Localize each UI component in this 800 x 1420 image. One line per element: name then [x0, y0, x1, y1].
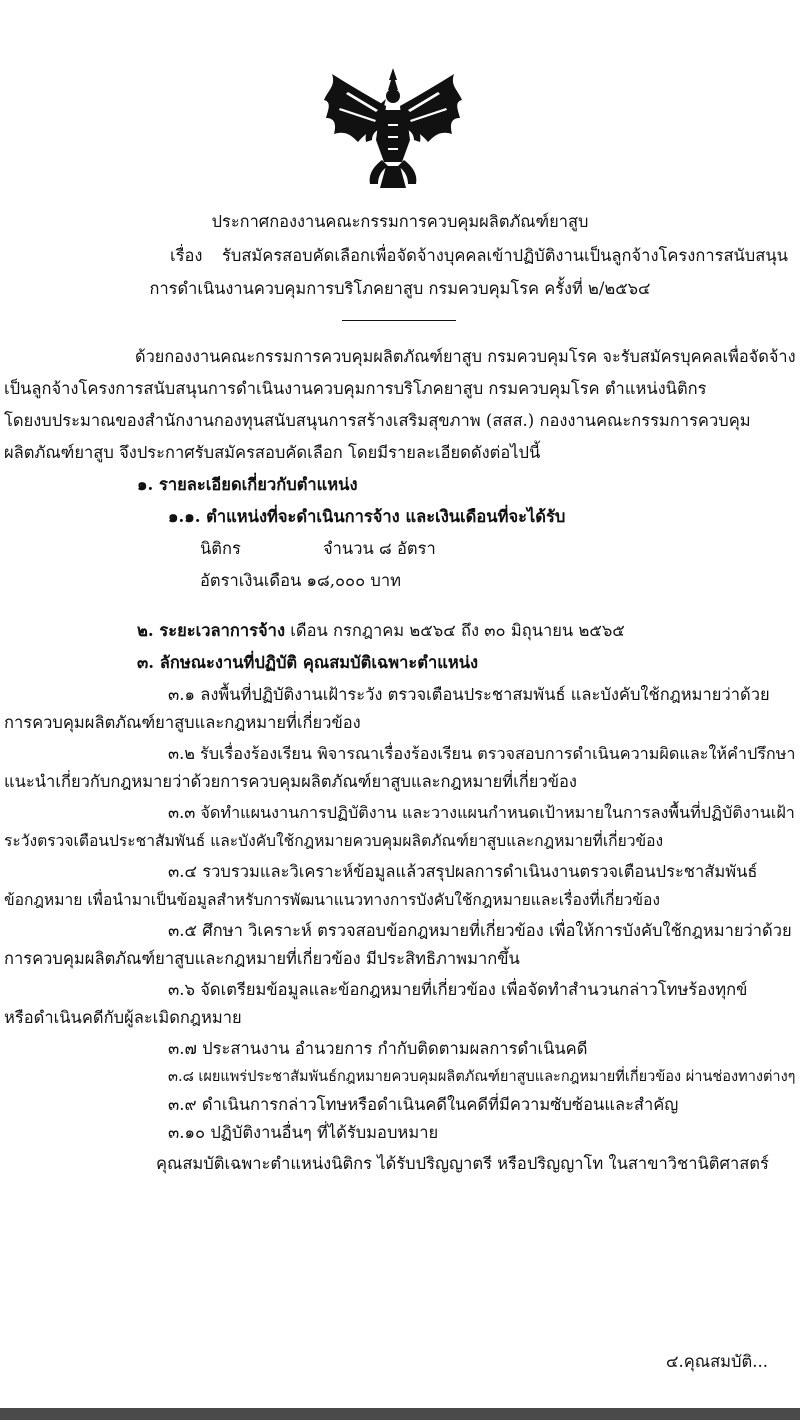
item-3-4-line-2: ข้อกฎหมาย เพื่อนำมาเป็นข้อมูลสำหรับการพัฒนาแนวทางการบังคับใช้กฎหมายและเรื่องที่เกี่ยวข้อง	[4, 891, 661, 909]
item-3-3-line-2: ระวังตรวจเตือนประชาสัมพันธ์ และบังคับใช้กฎหมายควบคุมผลิตภัณฑ์ยาสูบและกฎหมายที่เกี่ยวข้อง	[4, 832, 664, 850]
section-3-heading: ๓. ลักษณะงานที่ปฏิบัติ คุณสมบัติเฉพาะตำแหน่ง	[137, 653, 479, 672]
section-2-text: เดือน กรกฎาคม ๒๕๖๔ ถึง ๓๐ มิถุนายน ๒๕๖๕	[290, 621, 625, 640]
position-count: จำนวน ๘ อัตรา	[323, 539, 436, 558]
section-2-heading: ๒. ระยะเวลาการจ้าง	[137, 621, 286, 640]
intro-line-2: เป็นลูกจ้างโครงการสนับสนุนการดำเนินงานควบคุมการบริโภคยาสูบ กรมควบคุมโรค ตำแหน่งนิติกร	[4, 379, 707, 398]
subject-line-2: การดำเนินงานควบคุมการบริโภคยาสูบ กรมควบคุมโรค ครั้งที่ ๒/๒๕๖๔	[149, 279, 651, 298]
intro-line-1: ด้วยกองงานคณะกรรมการควบคุมผลิตภัณฑ์ยาสูบ กรมควบคุมโรค จะรับสมัครบุคคลเพื่อจัดจ้าง	[135, 347, 796, 366]
intro-line-4: ผลิตภัณฑ์ยาสูบ จึงประกาศรับสมัครสอบคัดเลือก โดยมีรายละเอียดดังต่อไปนี้	[4, 443, 541, 462]
bottom-edge-bar	[0, 1408, 800, 1420]
position-name: นิติกร	[200, 539, 241, 558]
item-3-5-line-2: การควบคุมผลิตภัณฑ์ยาสูบและกฎหมายที่เกี่ยวข้อง มีประสิทธิภาพมากขึ้น	[4, 949, 520, 968]
item-3-3-line-1: ๓.๓ จัดทำแผนงานการปฏิบัติงาน และวางแผนกำหนดเป้าหมายในการลงพื้นที่ปฏิบัติงานเฝ้า	[168, 803, 795, 822]
section-1-1-heading: ๑.๑. ตำแหน่งที่จะดำเนินการจ้าง และเงินเดือนที่จะได้รับ	[168, 507, 566, 526]
item-3-5-line-1: ๓.๕ ศึกษา วิเคราะห์ ตรวจสอบข้อกฎหมายที่เกี่ยวข้อง เพื่อให้การบังคับใช้กฎหมายว่าด้วย	[168, 921, 792, 940]
item-3-8: ๓.๘ เผยแพร่ประชาสัมพันธ์กฎหมายควบคุมผลิตภัณฑ์ยาสูบและกฎหมายที่เกี่ยวข้อง ผ่านช่องทางต่างๆ	[168, 1068, 796, 1085]
intro-line-3: โดยงบประมาณของสำนักงานกองทุนสนับสนุนการสร้างเสริมสุขภาพ (สสส.) กองงานคณะกรรมการควบคุม	[4, 411, 751, 430]
qualification-text: คุณสมบัติเฉพาะตำแหน่งนิติกร ได้รับปริญญาตรี หรือปริญญาโท ในสาขาวิชานิติศาสตร์	[156, 1154, 769, 1173]
continued-marker: ๔.คุณสมบัติ...	[666, 1352, 768, 1371]
item-3-10: ๓.๑๐ ปฏิบัติงานอื่นๆ ที่ได้รับมอบหมาย	[168, 1123, 439, 1142]
announcement-title: ประกาศกองงานคณะกรรมการควบคุมผลิตภัณฑ์ยาสูบ	[211, 212, 589, 231]
item-3-2-line-2: แนะนำเกี่ยวกับกฎหมายว่าด้วยการควบคุมผลิตภัณฑ์ยาสูบและกฎหมายที่เกี่ยวข้อง	[4, 772, 577, 791]
item-3-1-line-1: ๓.๑ ลงพื้นที่ปฏิบัติงานเฝ้าระวัง ตรวจเตือนประชาสมพันธ์ และบังคับใช้กฎหมายว่าด้วย	[168, 685, 770, 704]
item-3-2-line-1: ๓.๒ รับเรื่องร้องเรียน พิจารณาเรื่องร้องเรียน ตรวจสอบการดำเนินความผิดและให้คำปรึกษา	[168, 744, 796, 763]
item-3-7: ๓.๗ ประสานงาน อำนวยการ กำกับติดตามผลการดำเนินคดี	[168, 1039, 588, 1058]
item-3-4-line-1: ๓.๔ รวบรวมและวิเคราะห์ข้อมูลแล้วสรุปผลการดำเนินงานตรวจเตือนประชาสัมพันธ์	[168, 862, 758, 881]
section-2	[137, 620, 625, 642]
item-3-1-line-2: การควบคุมผลิตภัณฑ์ยาสูบและกฎหมายที่เกี่ยวข้อง	[4, 713, 361, 732]
section-1-heading: ๑. รายละเอียดเกี่ยวกับตำแหน่ง	[137, 475, 358, 494]
item-3-6-line-1: ๓.๖ จัดเตรียมข้อมูลและข้อกฎหมายที่เกี่ยวข้อง เพื่อจัดทำสำนวนกล่าวโทษร้องทุกข์	[168, 980, 748, 999]
item-3-9: ๓.๙ ดำเนินการกล่าวโทษหรือดำเนินคดีในคดีที่มีความซับซ้อนและสำคัญ	[168, 1095, 679, 1114]
subject-label: เรื่อง	[170, 246, 203, 265]
garuda-emblem-icon	[318, 66, 468, 192]
subject-line-1: รับสมัครสอบคัดเลือกเพื่อจัดจ้างบุคคลเข้าปฏิบัติงานเป็นลูกจ้างโครงการสนับสนุน	[222, 246, 788, 265]
header-divider	[342, 320, 456, 321]
item-3-6-line-2: หรือดำเนินคดีกับผู้ละเมิดกฎหมาย	[4, 1008, 242, 1027]
salary-rate: อัตราเงินเดือน ๑๘,๐๐๐ บาท	[200, 571, 402, 590]
